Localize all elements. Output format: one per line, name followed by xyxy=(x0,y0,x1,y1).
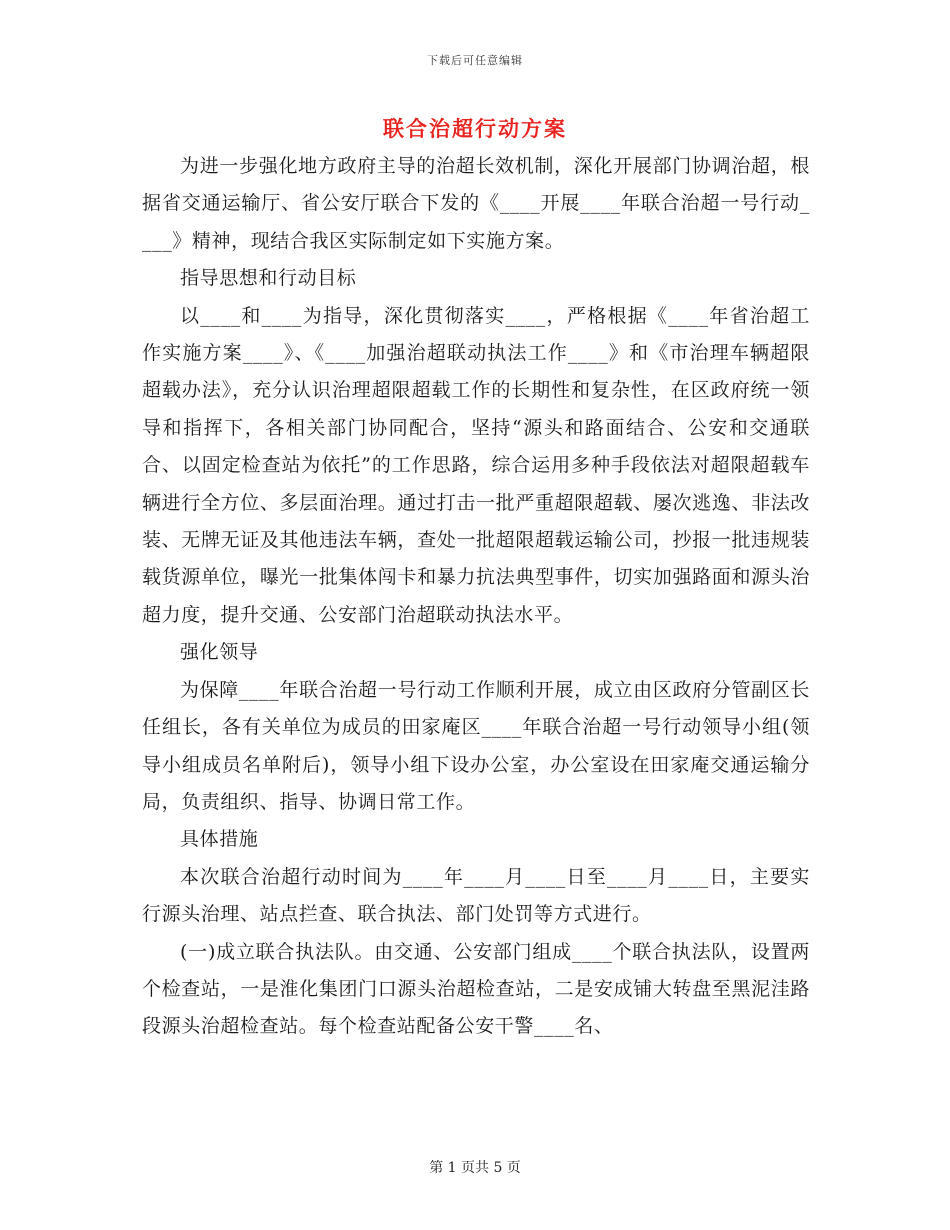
document-title: 联合治超行动方案 xyxy=(383,116,567,141)
paragraph-measures: 本次联合治超行动时间为____年____月____日至____月____日，主要实行源头治理、站点拦查、联合执法、部门处罚等方式进行。 xyxy=(142,865,810,926)
section-heading-leadership: 强化领导 xyxy=(180,641,259,664)
section-heading-guiding: 指导思想和行动目标 xyxy=(180,267,357,290)
document-body xyxy=(142,148,810,1046)
paragraph-intro: 为进一步强化地方政府主导的治超长效机制，深化开展部门协调治超，根据省交通运输厅、省公安厅联合下发的《____开展____年联合治超一号行动____》精神，现结合我区实际制定如下实施方案。 xyxy=(142,155,810,252)
section-heading-measures: 具体措施 xyxy=(180,828,259,851)
paragraph-leadership: 为保障____年联合治超一号行动工作顺利开展，成立由区政府分管副区长任组长，各有关单位为成员的田家庵区____年联合治超一号行动领导小组(领导小组成员名单附后)，领导小组下设办公室，办公室设在田家庵交通运输分局，负责组织、指导、协调日常工作。 xyxy=(142,678,810,813)
page-footer: 第 1 页共 5 页 xyxy=(429,1160,521,1176)
paragraph-guiding: 以____和____为指导，深化贯彻落实____，严格根据《____年省治超工作实施方案____》、《____加强治超联动执法工作____》和《市治理车辆超限超载办法》，充分认识治理超限超载工作的长期性和复杂性，在区政府统一领导和指挥下，各相关部门协同配合，坚持“源头和路面结合、公安和交通联合、以固定检查站为依托”的工作思路，综合运用多种手段依法对超限超载车辆进行全方位、多层面治理。通过打击一批严重超限超载、屡次逃逸、非法改装、无牌无证及其他违法车辆，查处一批超限超载运输公司，抄报一批违规装载货源单位，曝光一批集体闯卡和暴力抗法典型事件，切实加强路面和源头治超力度，提升交通、公安部门治超联动执法水平。 xyxy=(142,304,810,626)
paragraph-joint-team: (一)成立联合执法队。由交通、公安部门组成____个联合执法队，设置两个检查站，一是淮化集团门口源头治超检查站，二是安成铺大转盘至黑泥洼路段源头治超检查站。每个检查站配备公安干警____名、 xyxy=(142,940,810,1038)
header-note: 下载后可任意编辑 xyxy=(427,54,523,67)
